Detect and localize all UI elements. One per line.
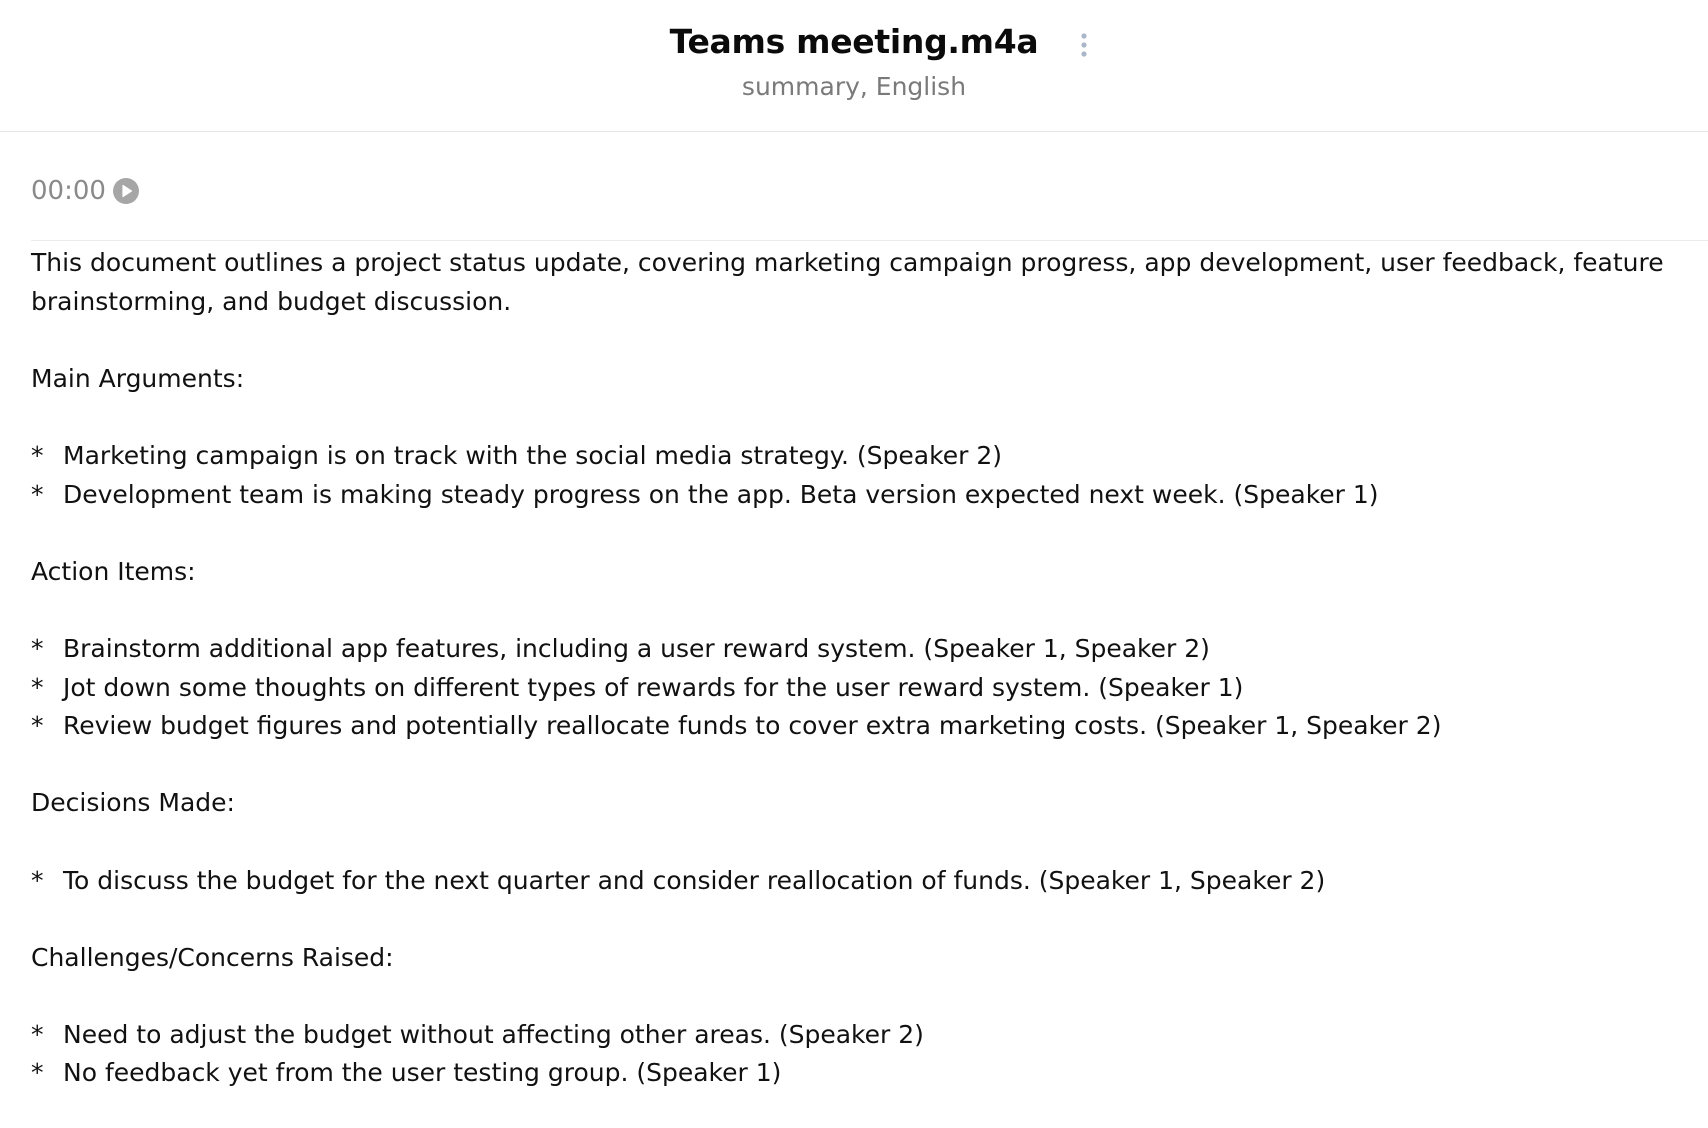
- more-options-button[interactable]: [1074, 28, 1094, 62]
- section-heading-decisions-made: Decisions Made:: [31, 788, 235, 818]
- list-item-text: Brainstorm additional app features, including a user reward system. (Speaker 1, Speaker 2): [63, 633, 1210, 663]
- list-item: [31, 707, 1671, 746]
- list-item: [31, 437, 1671, 476]
- bullet-marker: *: [31, 711, 44, 741]
- bullet-marker: *: [31, 479, 44, 509]
- list-item: [31, 669, 1671, 708]
- bullet-marker: *: [31, 672, 44, 702]
- list-item: [31, 1016, 1671, 1055]
- bullet-marker: *: [31, 1019, 44, 1049]
- list-item: [31, 630, 1671, 669]
- play-button[interactable]: [112, 177, 140, 205]
- bullet-marker: *: [31, 1058, 44, 1088]
- section-heading-main-arguments: Main Arguments:: [31, 363, 245, 393]
- section-heading-challenges: Challenges/Concerns Raised:: [31, 942, 394, 972]
- timestamp[interactable]: 00:00: [31, 176, 106, 206]
- title-row: [0, 22, 1708, 68]
- list-item: [31, 862, 1671, 901]
- section-heading-action-items: Action Items:: [31, 556, 196, 586]
- divider: [31, 240, 1708, 241]
- list-item: [31, 476, 1671, 515]
- header: [0, 0, 1708, 132]
- list-item-text: Need to adjust the budget without affecting other areas. (Speaker 2): [63, 1019, 924, 1049]
- bullet-marker: *: [31, 633, 44, 663]
- list-item-text: No feedback yet from the user testing group. (Speaker 1): [63, 1058, 782, 1088]
- summary-content: [31, 244, 1671, 1093]
- list-item-text: Jot down some thoughts on different types of rewards for the user reward system. (Speaker 1): [63, 672, 1244, 702]
- list-item-text: Marketing campaign is on track with the social media strategy. (Speaker 2): [63, 440, 1002, 470]
- vertical-ellipsis-icon: [1074, 28, 1094, 62]
- summary-intro: This document outlines a project status update, covering marketing campaign progress, app development, user feedback, feature brainstorming, and budget discussion.: [31, 248, 1664, 316]
- list-item: [31, 1054, 1671, 1093]
- page-subtitle: summary, English: [741, 72, 967, 101]
- list-item-text: Review budget figures and potentially reallocate funds to cover extra marketing costs. (Speaker 1, Speaker 2): [63, 711, 1442, 741]
- bullet-marker: *: [31, 865, 44, 895]
- play-circle-icon: [112, 177, 140, 205]
- audio-player: [31, 174, 140, 208]
- list-item-text: Development team is making steady progress on the app. Beta version expected next week. (Speaker 1): [63, 479, 1379, 509]
- bullet-marker: *: [31, 440, 44, 470]
- page-title: Teams meeting.m4a: [669, 22, 1039, 61]
- list-item-text: To discuss the budget for the next quarter and consider reallocation of funds. (Speaker 1, Speaker 2): [63, 865, 1326, 895]
